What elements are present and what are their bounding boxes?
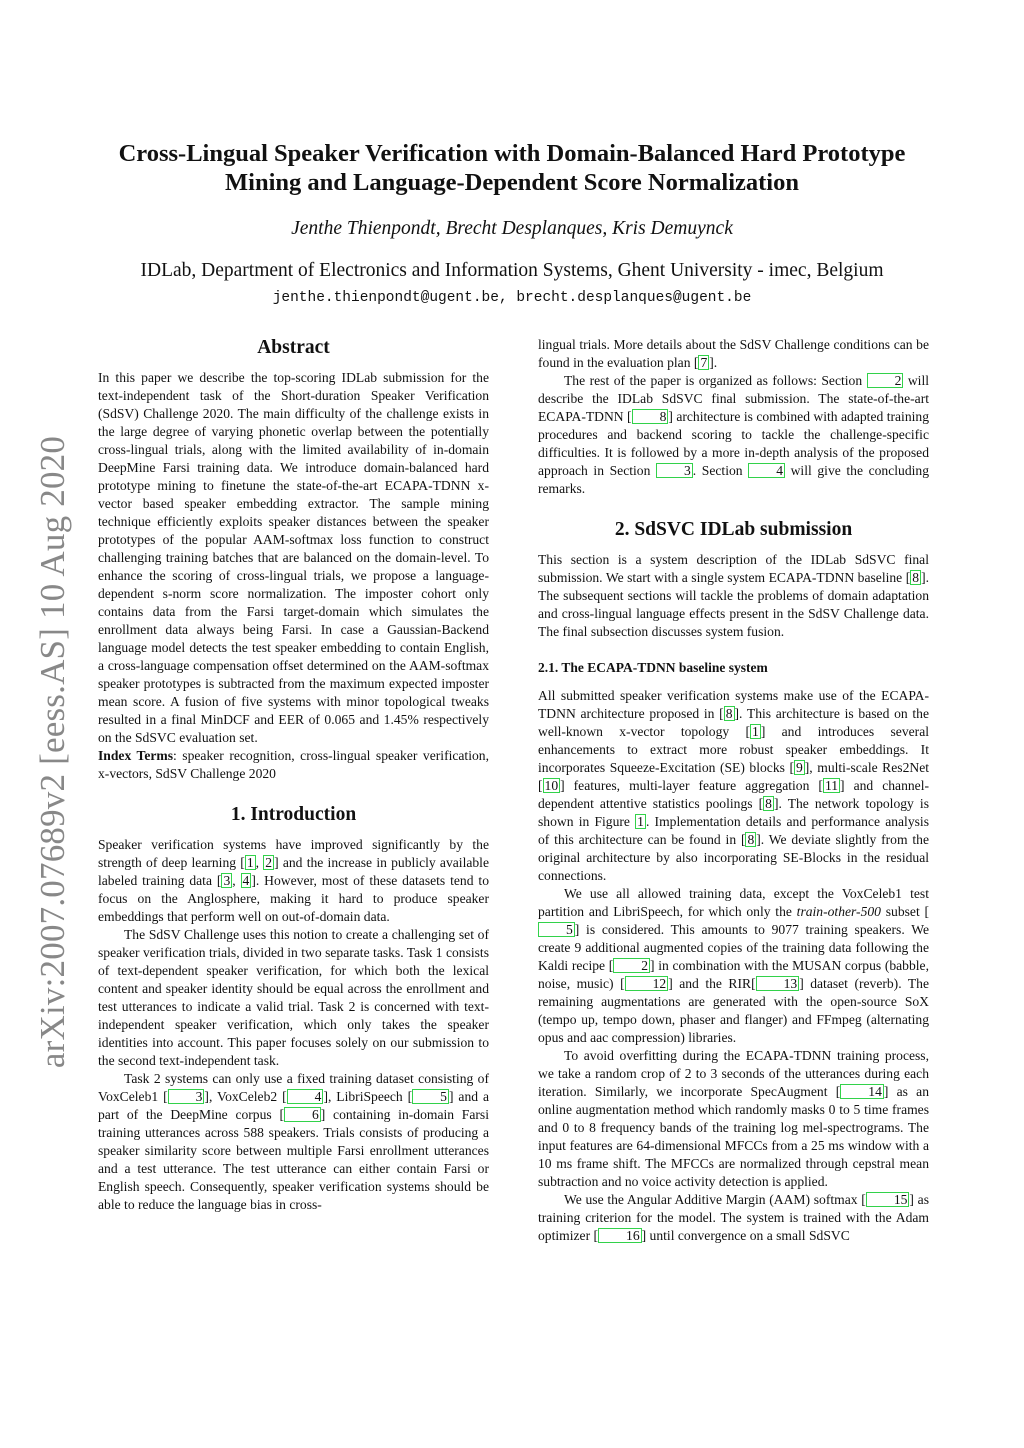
citation-link[interactable]: 2 [613,958,650,973]
index-terms-text: : speaker recognition, cross-lingual speaker verification, x-vectors, SdSV Challenge 2020 [98,748,489,781]
intro-paragraph-1: Speaker verification systems have improved significantly by the strength of deep learning [ 1 , 2 ] and the increase in publicly available labeled training data [ 3 , 4 ]. However, most of these datasets tend to focus on the Anglosphere, making it hard to produce speaker embeddings that perform well on out-of-domain data. [98,837,490,924]
citation-link[interactable]: 8 [912,570,920,585]
subsection-2-1-paragraph-1: All submitted speaker verification systems make use of the ECAPA-TDNN architecture proposed in [ 8 ]. This architecture is based on the well-known x-vector topology [ 1 ] and introduces several enhancements to extract more robust speaker embeddings. It incorporates Squeeze-Excitation (SE) blocks [ 9 ], multi-scale Res2Net [ 10 ] features, multi-layer feature aggregation [ 11 ] and channel-dependent attentive statistics poolings [ 8 ]. The network topology is shown in Figure 1 . Implementation details and performance analysis of this architecture can be found in [ 8 ]. We deviate slightly from the original architecture by also incorporating SE-Blocks in the residual connections. [538,688,930,883]
citation-link[interactable]: 3 [168,1089,205,1104]
citation-link[interactable]: 11 [824,778,839,793]
section-ref-link[interactable]: 2 [867,373,904,388]
subsection-2-1-heading: 2.1. The ECAPA-TDNN baseline system [538,660,768,675]
citation-link[interactable]: 4 [242,873,250,888]
citation-link[interactable]: 8 [747,832,755,847]
right-paragraph-1: lingual trials. More details about the SdSV Challenge conditions can be found in the evaluation plan [ 7 ]. [538,337,929,370]
subset-name: train-other-500 [796,904,881,919]
citation-link[interactable]: 8 [725,706,733,721]
subsection-2-1-paragraph-4: We use the Angular Additive Margin (AAM) softmax [ 15 ] as training criterion for the model. The system is trained with the Adam optimizer [ 16 ] until convergence on a small SdSVC [538,1192,930,1243]
citation-link[interactable]: 9 [795,760,803,775]
section-1-heading: 1. Introduction [230,804,357,825]
index-terms-label: Index Terms [98,748,174,763]
citation-link[interactable]: 1 [246,855,254,870]
abstract-heading: Abstract [257,337,330,358]
citation-link[interactable]: 10 [544,778,559,793]
author-list: Jenthe Thienpondt, Brecht Desplanques, Kris Demuynck [291,218,733,239]
citation-link[interactable]: 7 [700,355,708,370]
figure-ref-link[interactable]: 1 [637,814,644,829]
email-link-1[interactable]: jenthe.thienpondt@ugent.be [272,290,499,306]
section-ref-link[interactable]: 3 [656,463,693,478]
email-line [90,290,934,306]
section-2-heading: 2. SdSVC IDLab submission [614,519,853,540]
citation-link[interactable]: 2 [265,855,273,870]
citation-link[interactable]: 14 [840,1084,884,1099]
citation-link[interactable]: 13 [756,976,800,991]
arxiv-side-identifier [33,432,73,1072]
intro-paragraph-2: The SdSV Challenge uses this notion to create a challenging set of speaker verification trials, divided in two separate tasks. Task 1 consists of text-dependent speaker verification, for which both the lexical content and speaker identity should be equal across the enrollment and test utterances to indicate a valid trial. Task 2 is concerned with text-independent speaker verification, which only takes the speaker identities into account. This paper focuses solely on our submission to the second text-independent task. [98,927,489,1068]
citation-link[interactable]: 8 [632,409,669,424]
section-ref-link[interactable]: 4 [748,463,785,478]
citation-link[interactable]: 15 [866,1192,910,1207]
index-terms [98,747,489,783]
citation-link[interactable]: 3 [223,873,231,888]
section-2-paragraph: This section is a system description of the IDLab SdSVC final submission. We start with a single system ECAPA-TDNN baseline [ 8 ]. The subsequent sections will tackle the problems of domain adaptation and cross-lingual language effects present in the SdSV Challenge data. The final subsection discusses system fusion. [538,552,929,639]
subsection-2-1-paragraph-2: We use all allowed training data, except the VoxCeleb1 test partition and LibriSpeech, for which only the train-other-500 subset [5 ] is considered. This amounts to 9077 training speakers. We create 9 additional augmented copies of the training data following the Kaldi recipe [ 2 ] in combination with the MUSAN corpus (babble, noise, music) [ 12 ] and the RIR[ 13 ] dataset (reverb). The remaining augmentations are generated with the open-source SoX (tempo up, tempo down, phaser and flanger) and FFmpeg (alternating opus and aac compression) libraries. [538,886,930,1045]
arxiv-id-text: arXiv:2007.07689v2 [eess.AS] 10 Aug 2020 [33,435,72,1069]
citation-link[interactable]: 5 [538,922,575,937]
intro-paragraph-3: Task 2 systems can only use a fixed training dataset consisting of VoxCeleb1 [ 3 ], VoxCeleb2 [ 4 ], LibriSpeech [ 5 ] and a part of the DeepMine corpus [ 6 ] containing in-domain Farsi training utterances across 588 speakers. Trials consists of producing a speaker similarity score between multiple Farsi enrollment utterances and a test utterance. The test utterance can either contain Farsi or English speech. Consequently, speaker verification systems should be able to reduce the language bias in cross- [98,1071,489,1212]
right-column [538,336,929,1245]
title-line-1: Cross-Lingual Speaker Verification with Domain-Balanced Hard Prototype [118,140,906,167]
citation-link[interactable]: 12 [625,976,669,991]
citation-link[interactable]: 6 [284,1107,321,1122]
affiliation: IDLab, Department of Electronics and Information Systems, Ghent University - imec, Belgium [140,260,884,281]
subsection-2-1-paragraph-3: To avoid overfitting during the ECAPA-TDNN training process, we take a random crop of 2 to 3 seconds of the utterances during each iteration. Similarly, we incorporate SpecAugment [ 14 ] as an online augmentation method which randomly masks 0 to 5 time frames and 0 to 8 frequency bands of the training log mel-spectrograms. The input features are 64-dimensional MFCCs from a 25 ms window with a 10 ms frame shift. The MFCCs are normalized through cepstral mean subtraction and no voice activity detection is applied. [538,1048,930,1189]
email-separator: , [498,290,517,306]
title-line-2: Mining and Language-Dependent Score Normalization [225,169,799,196]
citation-link[interactable]: 8 [765,796,772,811]
right-paragraph-2: The rest of the paper is organized as follows: Section 2 will describe the IDLab SdSVC final submission. The state-of-the-art ECAPA-TDNN [ 8 ] architecture is combined with adapted training procedures and backend scoring to tackle the challenge-specific difficulties. It is followed by a more in-depth analysis of the proposed approach in Section 3 . Section 4 will give the concluding remarks. [538,373,930,496]
citation-link[interactable]: 5 [412,1089,449,1104]
left-column [98,336,489,1214]
citation-link[interactable]: 1 [752,724,759,739]
paper-title [90,139,934,197]
citation-link[interactable]: 4 [287,1089,324,1104]
citation-link[interactable]: 16 [598,1228,642,1243]
abstract-text: In this paper we describe the top-scoring IDLab submission for the text-independent task of the Short-duration Speaker Verification (SdSV) Challenge 2020. The main difficulty of the challenge exists in the large degree of varying phonetic overlap between the potentially cross-lingual trials, along with the limited availability of in-domain DeepMine Farsi training data. We introduce domain-balanced hard prototype mining to finetune the state-of-the-art ECAPA-TDNN x-vector based speaker embedding extractor. The sample mining technique efficiently exploits speaker distances between the speaker prototypes of the popular AAM-softmax loss function to construct challenging training batches that are balanced on the domain-level. To enhance the scoring of cross-lingual trials, we propose a language-dependent s-norm score normalization. The imposter cohort only contains data from the Farsi target-domain which simulates the enrollment data always being Farsi. In case a Gaussian-Backend language model detects the test speaker embedding to contain English, a cross-language compensation offset determined on the AAM-softmax speaker prototypes is subtracted from the maximum expected imposter mean score. A fusion of five systems with minor topological tweaks resulted in a final MinDCF and EER of 0.065 and 1.45% respectively on the SdSVC evaluation set. [98,370,489,745]
email-link-2[interactable]: brecht.desplanques@ugent.be [516,290,752,306]
